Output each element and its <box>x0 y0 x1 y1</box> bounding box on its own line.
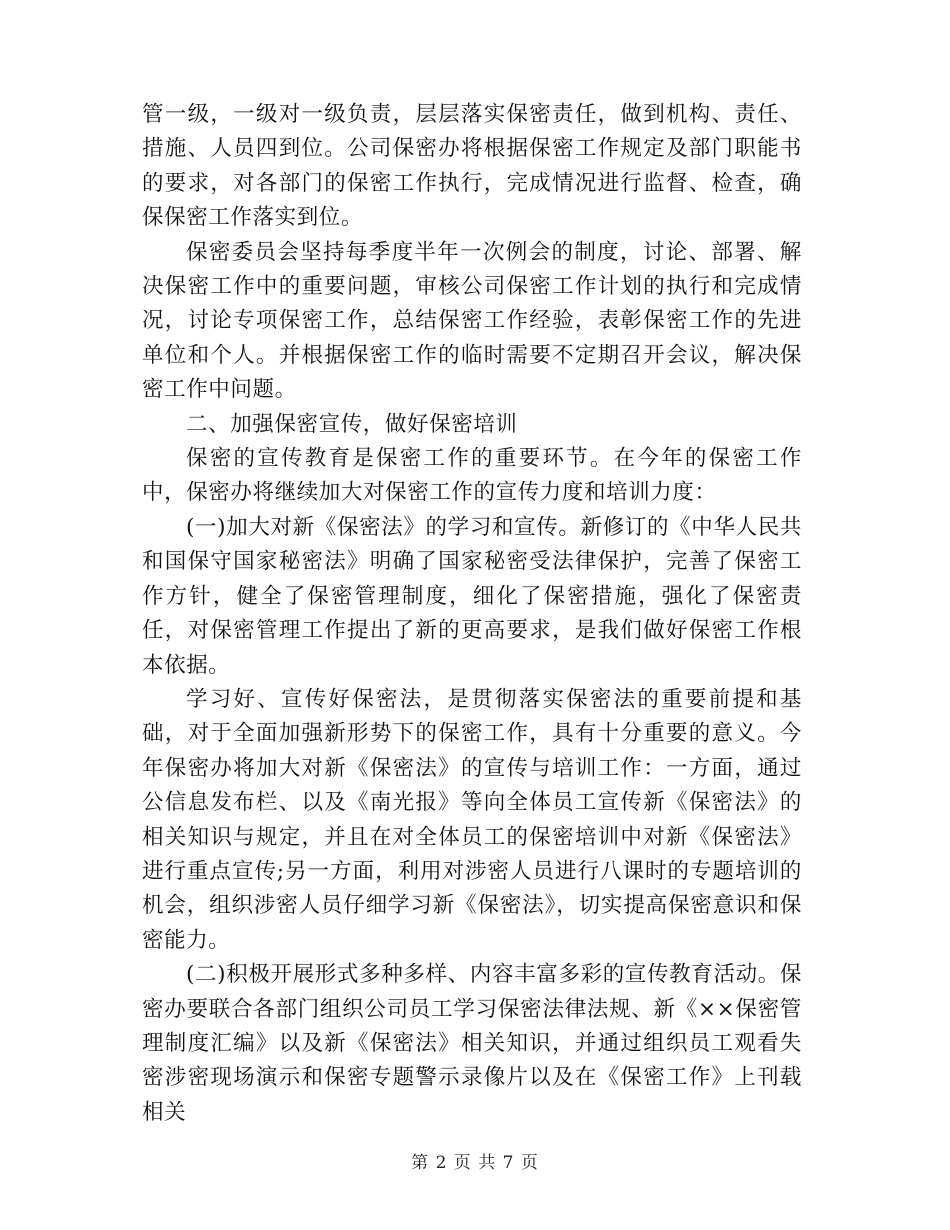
page-footer <box>0 1148 950 1173</box>
paragraph-publicity-intro: 保密的宣传教育是保密工作的重要环节。在今年的保密工作中，保密办将继续加大对保密工作的宣传力度和培训力度： <box>142 446 802 506</box>
paragraph-item-one: (一)加大对新《保密法》的学习和宣传。新修订的《中华人民共和国保守国家秘密法》明确了国家秘密受法律保护，完善了保密工作方针，健全了保密管理制度，细化了保密措施，强化了保密责任，对保密管理工作提出了新的更高要求，是我们做好保密工作根本依据。 <box>142 514 802 678</box>
paragraph-study-law: 学习好、宣传好保密法，是贯彻落实保密法的重要前提和基础，对于全面加强新形势下的保密工作，具有十分重要的意义。今年保密办将加大对新《保密法》的宣传与培训工作：一方面，通过公信息发布栏、以及《南光报》等向全体员工宣传新《保密法》的相关知识与规定，并且在对全体员工的保密培训中对新《保密法》进行重点宣传;另一方面，利用对涉密人员进行八课时的专题培训的机会，组织涉密人员仔细学习新《保密法》，切实提高保密意识和保密能力。 <box>142 686 802 953</box>
paragraph-continuation: 管一级，一级对一级负责，层层落实保密责任，做到机构、责任、措施、人员四到位。公司保密办将根据保密工作规定及部门职能书的要求，对各部门的保密工作执行，完成情况进行监督、检查，确保保密工作落实到位。 <box>142 102 802 231</box>
document-body <box>142 98 802 1130</box>
paragraph-committee-meetings: 保密委员会坚持每季度半年一次例会的制度，讨论、部署、解决保密工作中的重要问题，审核公司保密工作计划的执行和完成情况，讨论专项保密工作，总结保密工作经验，表彰保密工作的先进单位和个人。并根据保密工作的临时需要不定期召开会议，解决保密工作中问题。 <box>142 239 802 403</box>
page-number: 第 2 页 共 7 页 <box>411 1153 539 1173</box>
paragraph-item-two: (二)积极开展形式多种多样、内容丰富多彩的宣传教育活动。保密办要联合各部门组织公司员工学习保密法律法规、新《××保密管理制度汇编》以及新《保密法》相关知识，并通过组织员工观看失密涉密现场演示和保密专题警示录像片以及在《保密工作》上刊载相关 <box>142 962 802 1125</box>
section-heading-publicity-training: 二、加强保密宣传，做好保密培训 <box>186 411 518 437</box>
